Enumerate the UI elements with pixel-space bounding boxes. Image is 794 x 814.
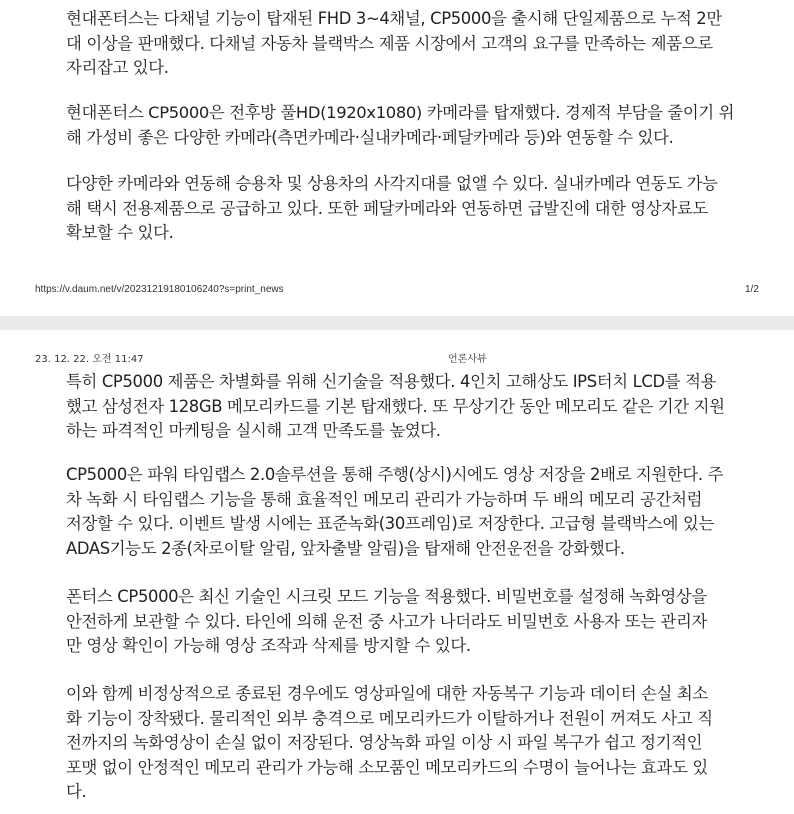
page-separator xyxy=(0,316,794,330)
text-line: 차 녹화 시 타임랩스 기능을 통해 효율적인 메모리 관리가 가능하며 두 배의 메모리 공간처럼 xyxy=(66,489,703,509)
text-line: 이와 함께 비정상적으로 종료된 경우에도 영상파일에 대한 자동복구 기능과 데이터 손실 최소 xyxy=(66,684,708,703)
text-line: 하는 파격적인 마케팅을 실시해 고객 만족도를 높였다. xyxy=(66,421,441,441)
article-paragraph xyxy=(66,7,734,81)
text-line: CP5000은 파워 타임랩스 2.0솔루션을 통해 주행(상시)시에도 영상 저장을 2배로 지원한다. 주 xyxy=(66,465,724,484)
article-paragraph xyxy=(66,682,734,805)
text-line: 다. xyxy=(66,782,87,802)
article-paragraph xyxy=(66,585,734,659)
text-line: 화 기능이 장착됐다. 물리적인 외부 충격으로 메모리카드가 이탈하거나 전원이 꺼져도 사고 직 xyxy=(66,708,713,728)
text-line: 포맷 없이 안정적인 메모리 관리가 가능해 소모품인 메모리카드의 수명이 늘어나는 효과도 있 xyxy=(66,757,708,777)
text-line: 자리잡고 있다. xyxy=(66,58,169,78)
text-line: 했고 삼성전자 128GB 메모리카드를 기본 탑재했다. 또 무상기간 동안 메모리도 같은 기간 지원 xyxy=(66,396,725,416)
print-page-2 xyxy=(0,330,794,814)
article-paragraph xyxy=(66,101,734,150)
print-page-1 xyxy=(0,0,794,316)
text-line: 해 택시 전용제품으로 공급하고 있다. 또한 페달카메라와 연동하면 급발진에 대한 영상자료도 xyxy=(66,198,708,218)
text-line: 다양한 카메라와 연동해 승용차 및 상용차의 사각지대를 없앨 수 있다. 실내카메라 연동도 가능 xyxy=(66,174,718,193)
text-line: ADAS기능도 2종(차로이탈 알림, 앞차출발 알림)을 탑재해 안전운전을 강화했다. xyxy=(66,538,625,558)
text-line: 저장할 수 있다. 이벤트 발생 시에는 표준녹화(30프레임)로 저장한다. 고급형 블랙박스에 있는 xyxy=(66,514,714,534)
text-line: 대 이상을 판매했다. 다채널 자동차 블랙박스 제품 시장에서 고객의 요구를 만족하는 제품으로 xyxy=(66,33,713,53)
article-paragraph xyxy=(66,370,734,444)
text-line: 해 가성비 좋은 다양한 카메라(측면카메라·실내카메라·페달카메라 등)와 연동할 수 있다. xyxy=(66,127,674,147)
text-line: 안전하게 보관할 수 있다. 타인에 의해 운전 중 사고가 나더라도 비밀번호 사용자 또는 관리자 xyxy=(66,611,707,631)
print-page-number: 1/2 xyxy=(745,284,759,295)
print-footer-url: https://v.daum.net/v/20231219180106240?s=print_news xyxy=(35,284,284,295)
text-line: 전까지의 녹화영상이 손실 없이 저장된다. 영상녹화 파일 이상 시 파일 복구가 쉽고 정기적인 xyxy=(66,733,703,753)
text-line: 만 영상 확인이 가능해 영상 조작과 삭제를 방지할 수 있다. xyxy=(66,636,471,656)
text-line: 확보할 수 있다. xyxy=(66,223,174,243)
text-line: 폰터스 CP5000은 최신 기술인 시크릿 모드 기능을 적용했다. 비밀번호를 설정해 녹화영상을 xyxy=(66,587,707,606)
text-line: 특히 CP5000 제품은 차별화를 위해 신기술을 적용했다. 4인치 고해상도 IPS터치 LCD를 적용 xyxy=(66,372,717,391)
text-line: 현대폰터스는 다채널 기능이 탑재된 FHD 3~4채널, CP5000을 출시해 단일제품으로 누적 2만 xyxy=(66,9,722,28)
article-paragraph xyxy=(66,172,734,246)
print-header-date: 23. 12. 22. 오전 11:47 xyxy=(35,354,144,365)
article-paragraph xyxy=(66,463,734,561)
print-header-title: 언론사뷰 xyxy=(448,354,487,365)
text-line: 현대폰터스 CP5000은 전후방 풀HD(1920x1080) 카메라를 탑재했다. 경제적 부담을 줄이기 위 xyxy=(66,103,735,122)
